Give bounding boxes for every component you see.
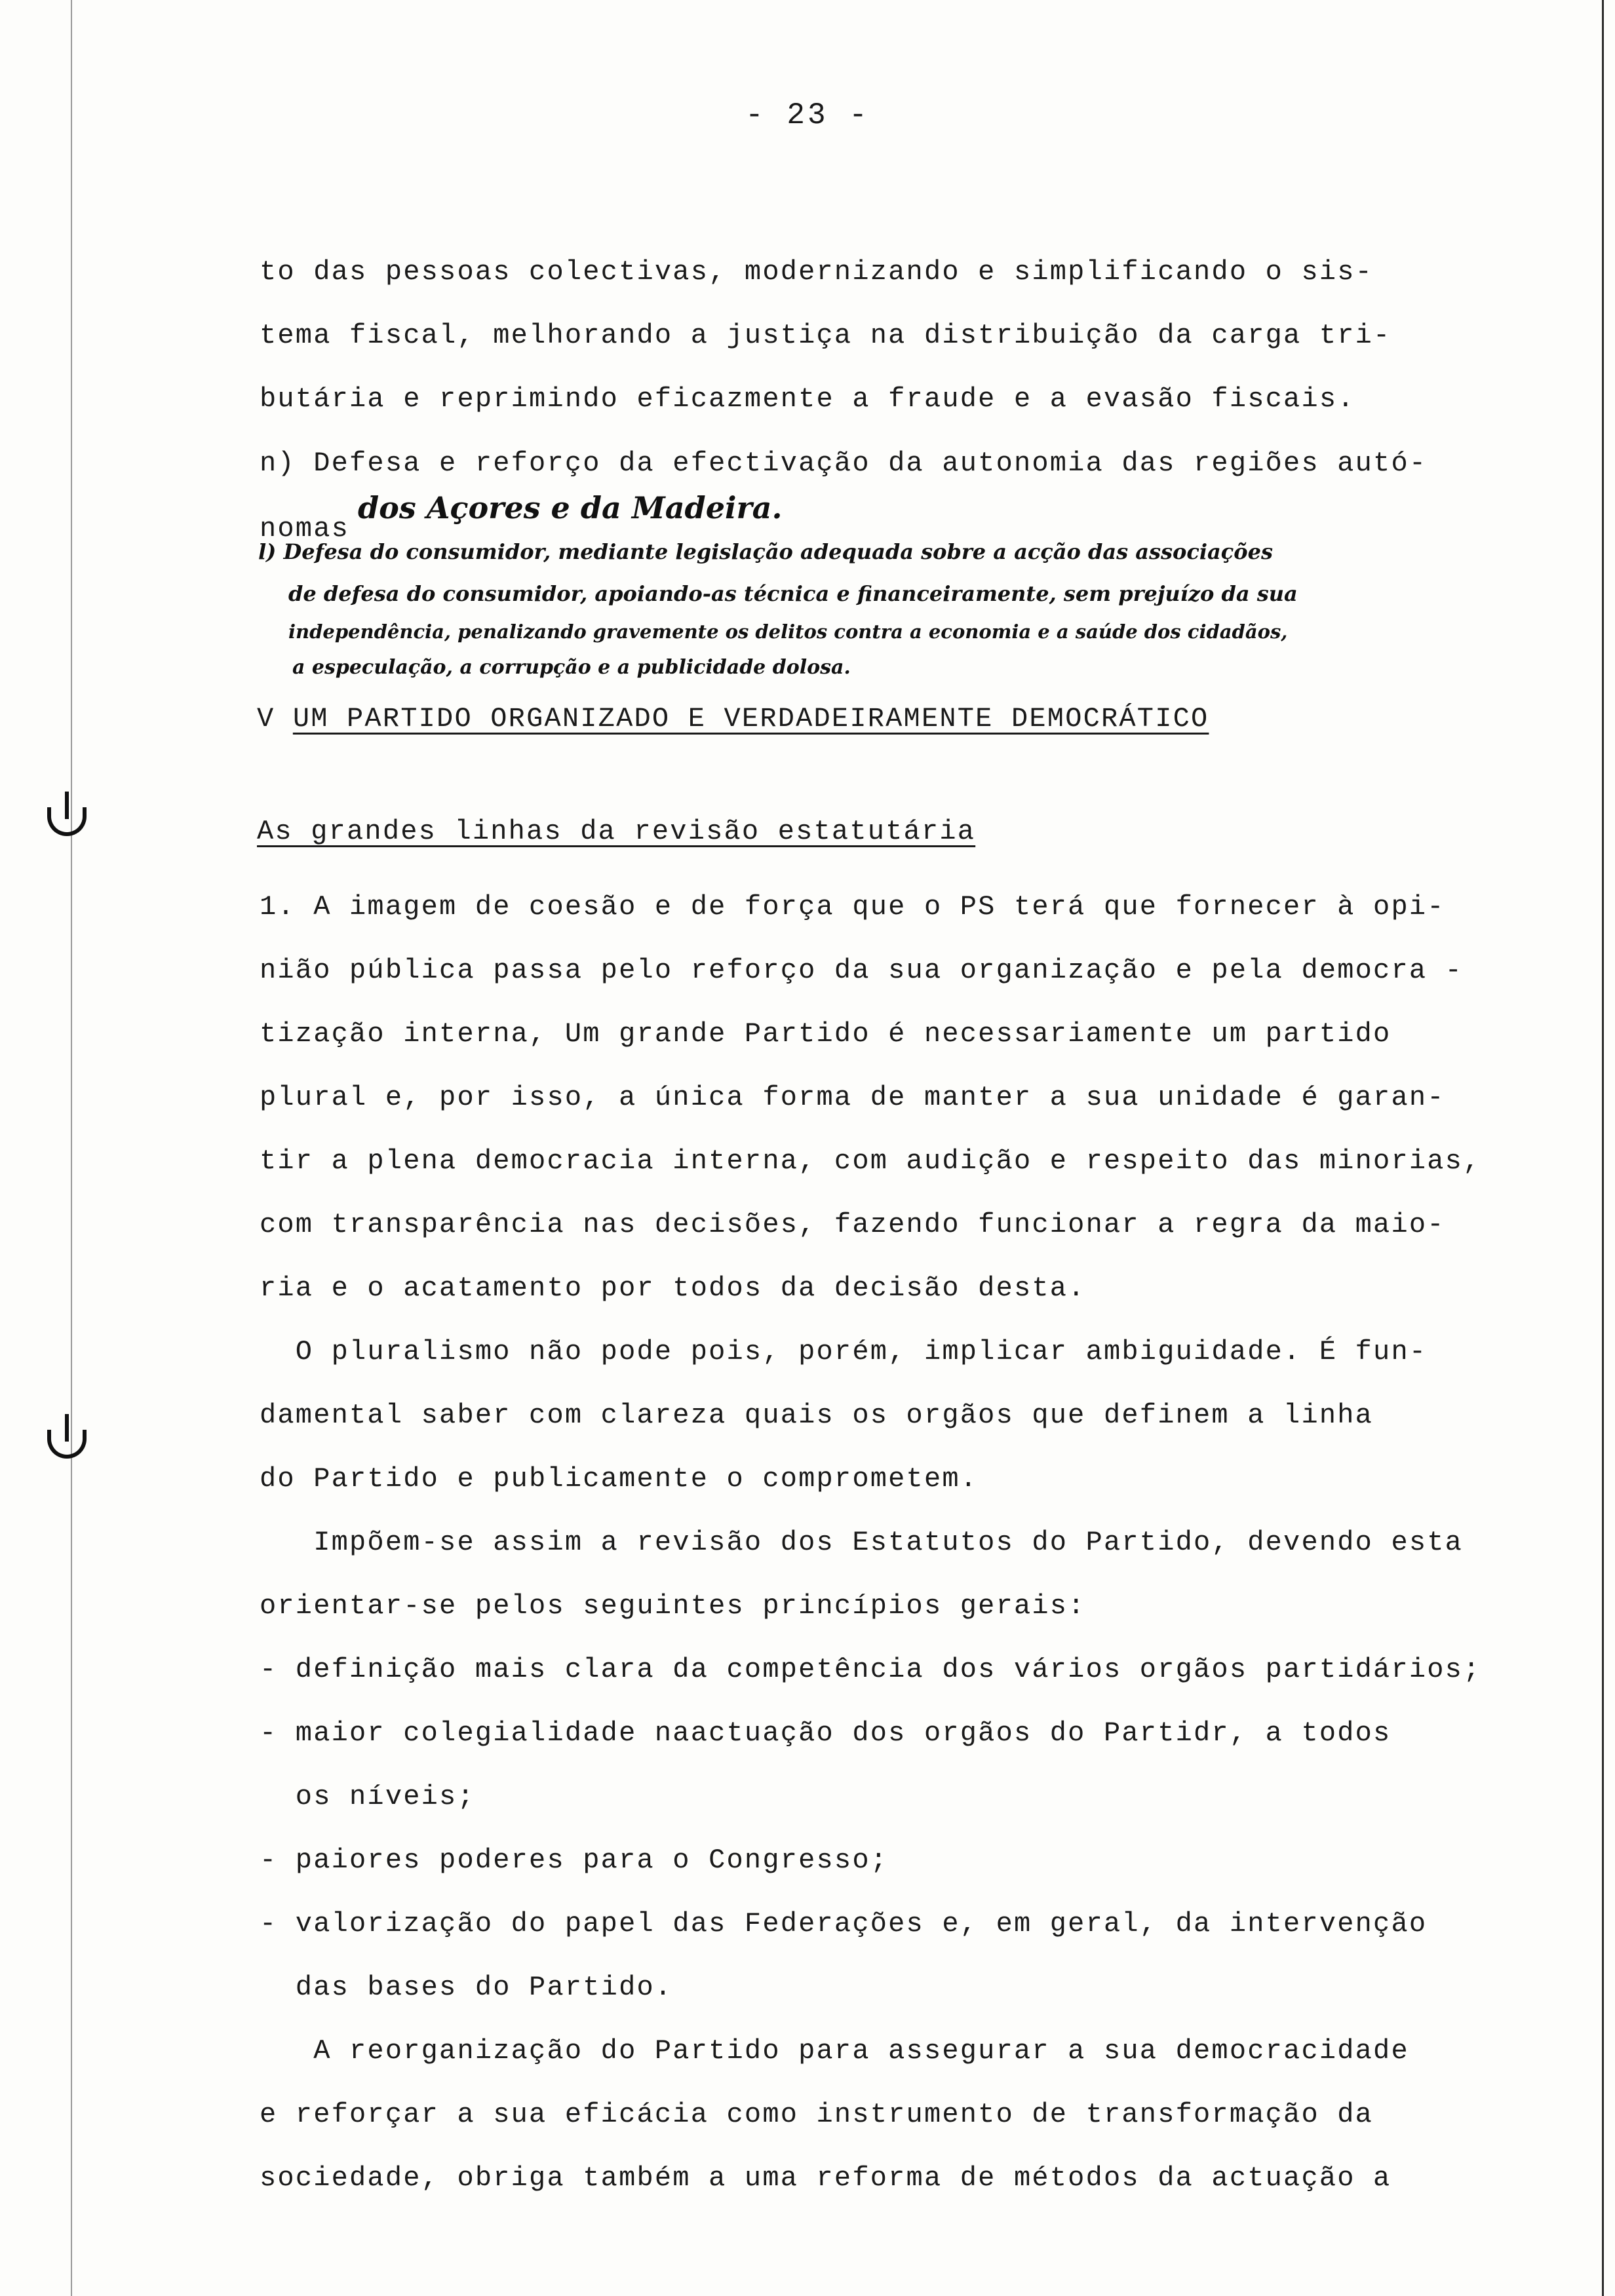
scan-edge-left: [71, 0, 72, 2296]
body-line: tização interna, Um grande Partido é necessariamente um partido: [260, 1018, 1391, 1050]
text-line: tema fiscal, melhorando a justiça na distribuição da carga tri-: [260, 320, 1391, 351]
handwritten-line: de defesa do consumidor, apoiando-as técnica e financeiramente, sem prejuízo da sua: [288, 581, 1298, 606]
body-line: - definição mais clara da competência dos vários orgãos partidários;: [260, 1654, 1481, 1685]
text-line: to das pessoas colectivas, modernizando e simplificando o sis-: [260, 256, 1374, 288]
text-line: butária e reprimindo eficazmente a fraude e a evasão fiscais.: [260, 383, 1355, 415]
body-line: das bases do Partido.: [260, 1972, 673, 2003]
handwritten-insert: dos Açores e da Madeira.: [358, 490, 783, 526]
body-line: e reforçar a sua eficácia como instrumento de transformação da: [260, 2099, 1374, 2130]
body-line: A reorganização do Partido para assegurar a sua democracidade: [260, 2035, 1409, 2067]
body-line: - valorização do papel das Federações e, em geral, da intervenção: [260, 1908, 1428, 1940]
body-line: Impõem-se assim a revisão dos Estatutos do Partido, devendo esta: [260, 1527, 1464, 1558]
body-line: O pluralismo não pode pois, porém, implicar ambiguidade. É fun-: [260, 1336, 1428, 1368]
scan-edge-right: [1602, 0, 1604, 2296]
body-line: - paiores poderes para o Congresso;: [260, 1845, 889, 1876]
page-number: - 23 -: [745, 98, 870, 132]
body-line: plural e, por isso, a única forma de manter a sua unidade é garan-: [260, 1082, 1445, 1113]
handwritten-line: independência, penalizando gravemente os delitos contra a economia e a saúde dos cidadãos,: [288, 621, 1288, 643]
body-line: damental saber com clareza quais os orgãos que definem a linha: [260, 1400, 1374, 1431]
section-title: UM PARTIDO ORGANIZADO E VERDADEIRAMENTE DEMOCRÁTICO: [292, 703, 1209, 735]
body-line: 1. A imagem de coesão e de força que o PS terá que fornecer à opi-: [260, 891, 1445, 923]
body-line: ria e o acatamento por todos da decisão desta.: [260, 1272, 1086, 1304]
section-heading: [257, 705, 1209, 733]
body-line: com transparência nas decisões, fazendo funcionar a regra da maio-: [260, 1209, 1445, 1240]
body-line: - maior colegialidade naactuação dos orgãos do Partidr, a todos: [260, 1717, 1391, 1749]
body-line: tir a plena democracia interna, com audição e respeito das minorias,: [260, 1145, 1481, 1177]
binder-hole-mark-top: [47, 807, 87, 836]
section-roman: V: [257, 703, 275, 735]
body-line: sociedade, obriga também a uma reforma de métodos da actuação a: [260, 2162, 1391, 2194]
body-line: orientar-se pelos seguintes princípios gerais:: [260, 1590, 1086, 1622]
subheading: As grandes linhas da revisão estatutária: [257, 816, 976, 847]
handwritten-line: a especulação, a corrupção e a publicidade dolosa.: [292, 656, 851, 679]
body-line: nião pública passa pelo reforço da sua organização e pela democra -: [260, 955, 1464, 986]
text-line: nomas: [260, 513, 350, 545]
text-line: n) Defesa e reforço da efectivação da autonomia das regiões autó-: [260, 448, 1428, 479]
handwritten-line: l) Defesa do consumidor, mediante legislação adequada sobre a acção das associações: [258, 539, 1273, 564]
body-line: os níveis;: [260, 1781, 475, 1812]
body-line: do Partido e publicamente o comprometem.: [260, 1463, 979, 1495]
binder-hole-mark-bottom: [47, 1430, 87, 1459]
